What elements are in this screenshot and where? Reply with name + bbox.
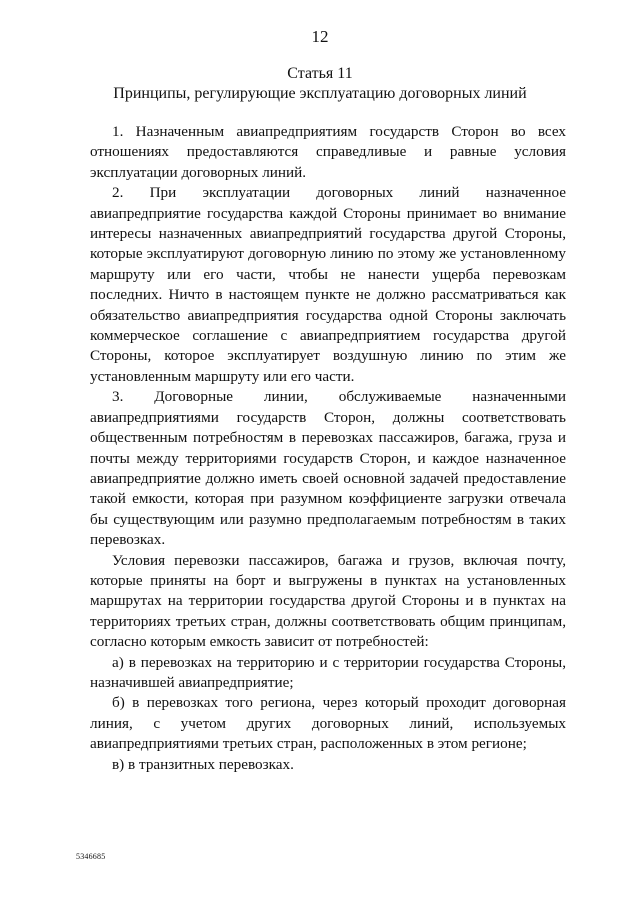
list-item-a: а) в перевозках на территорию и с территории государства Стороны, назначившей авиапредприятие; [90,653,566,691]
article-subtitle: Принципы, регулирующие эксплуатацию договорных линий [113,85,527,102]
page-number: 12 [311,27,329,46]
paragraph-3: 3. Договорные линии, обслуживаемые назначенными авиапредприятиями государств Сторон, должны соответствовать общественным потребностям в перевозках пассажиров, багажа, груза и почты между территориями государств Сторон, и каждое назначенное авиапредприятие должно иметь своей основной задачей предоставление такой емкости, которая при разумном коэффициенте загрузки отвечала бы существующим или разумно предполагаемым потребностям в таких перевозках. [90,388,566,549]
article-body [90,122,566,775]
list-item-v: в) в транзитных перевозках. [112,755,294,773]
paragraph-2: 2. При эксплуатации договорных линий назначенное авиапредприятие государства каждой Стороны принимает во внимание интересы назначенных авиапредприятий государства другой Стороны, которые эксплуатируют договорную линию по этому же установленному маршруту или его части, чтобы не нанести ущерба перевозкам последних. Ничто в настоящем пункте не должно рассматриваться как обязательство авиапредприятия государства одной Стороны заключать коммерческое соглашение с авиапредприятием государства другой Стороны, которое эксплуатирует воздушную линию по этим же установленным маршруту или его части. [90,184,566,385]
paragraph-1: 1. Назначенным авиапредприятиям государств Сторон во всех отношениях предоставляются справедливые и равные условия эксплуатации договорных линий. [90,123,566,181]
paragraph-conditions: Условия перевозки пассажиров, багажа и грузов, включая почту, которые приняты на борт и выгружены в пунктах на установленных маршрутах на территории государства другой Стороны и в пунктах на территориях третьих стран, должны соответствовать общим принципам, согласно которым емкость зависит от потребностей: [90,551,566,651]
list-item-b: б) в перевозках того региона, через который проходит договорная линия, с учетом других договорных линий, используемых авиапредприятиями третьих стран, расположенных в этом регионе; [90,694,566,753]
document-code: 5346685 [76,852,106,861]
article-title: Статья 11 [287,65,353,82]
